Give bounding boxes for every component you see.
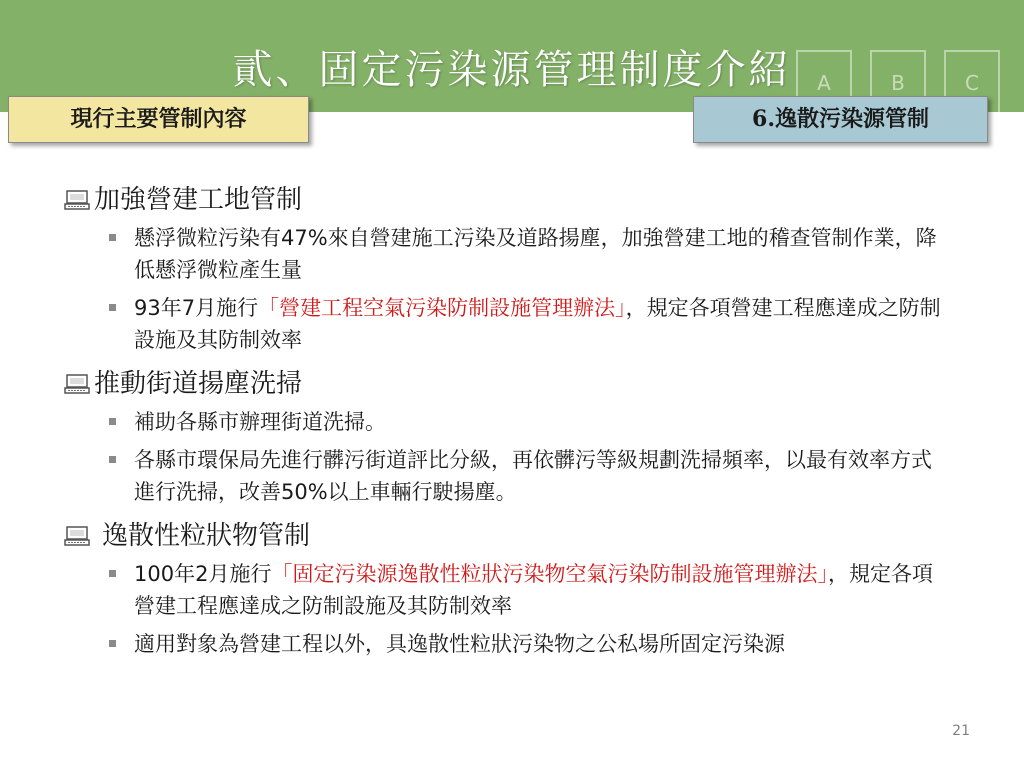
list-item <box>64 292 957 356</box>
section-heading <box>64 362 964 406</box>
regulation-name: 「固定污染源逸散性粒狀污染物空氣污染防制設施管理辦法」 <box>271 562 828 586</box>
bullet-icon <box>109 456 116 463</box>
section-heading-text: 推動街道揚塵洗掃 <box>94 369 303 399</box>
slide-title: 貳、固定污染源管理制度介紹 <box>232 47 792 93</box>
list-item-text: 適用對象為營建工程以外，具逸散性粒狀污染物之公私場所固定污染源 <box>134 632 785 656</box>
bullet-icon <box>109 234 116 241</box>
list-item-text: 100年2月施行 <box>134 562 272 586</box>
section-heading <box>64 178 964 222</box>
section-tag-right: 6.逸散污染源管制 <box>693 96 988 143</box>
bullet-icon <box>109 570 116 577</box>
computer-icon <box>64 373 94 395</box>
slide-content <box>64 178 964 666</box>
list-item <box>64 628 957 660</box>
page-number: 21 <box>952 723 970 739</box>
list-item <box>64 558 957 622</box>
list-item <box>64 222 957 286</box>
section-tag-left: 現行主要管制內容 <box>8 96 309 143</box>
deco-letter-c: C <box>944 50 1000 112</box>
list-item-text: 各縣市環保局先進行髒污街道評比分級，再依髒污等級規劃洗掃頻率，以最有效率方式進行洗掃，改善50%以上車輛行駛揚塵。 <box>134 448 932 504</box>
bullet-icon <box>109 418 116 425</box>
list-item-text: 懸浮微粒污染有47%來自營建施工污染及道路揚塵，加強營建工地的稽查管制作業，降低懸浮微粒產生量 <box>134 226 937 282</box>
list-item <box>64 406 957 438</box>
list-item-text: 補助各縣市辦理街道洗掃。 <box>134 410 386 434</box>
computer-icon <box>64 525 94 547</box>
regulation-name: 「營建工程空氣污染防制設施管理辦法」 <box>258 296 626 320</box>
bullet-icon <box>109 640 116 647</box>
bullet-icon <box>109 304 116 311</box>
list-item <box>64 444 957 508</box>
deco-letter-a: A <box>796 50 852 112</box>
section-heading-text: 逸散性粒狀物管制 <box>102 521 311 551</box>
list-item-text: ，規定各項營建工程應達成之防制設施及其防制效率 <box>134 562 933 618</box>
list-item-text: 93年7月施行 <box>134 296 259 320</box>
section-heading-text: 加強營建工地管制 <box>94 185 303 215</box>
deco-letter-b: B <box>870 50 926 112</box>
list-item-text: ，規定各項營建工程應達成之防制設施及其防制效率 <box>134 296 941 352</box>
section-heading <box>64 514 964 558</box>
computer-icon <box>64 189 94 211</box>
